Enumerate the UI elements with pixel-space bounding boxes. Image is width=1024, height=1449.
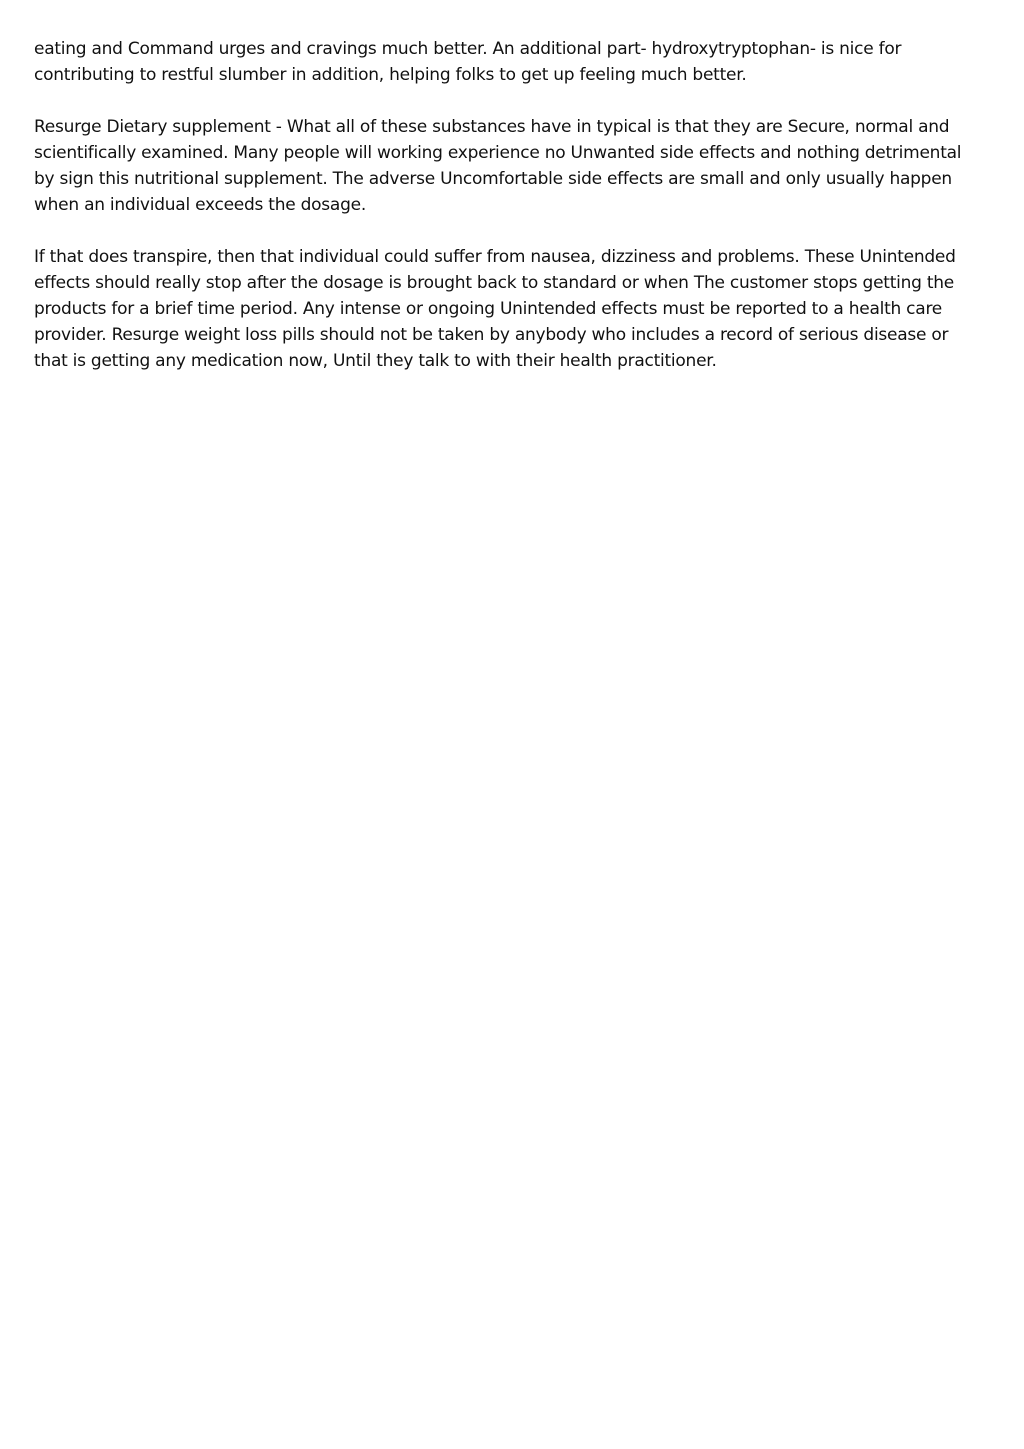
paragraph-1: eating and Command urges and cravings much better. An additional part- hydroxytryptophan- is nice for contributing to restful slumber in addition, helping folks to get up feeling much better. (34, 39, 902, 85)
paragraph-2: Resurge Dietary supplement - What all of these substances have in typical is that they are Secure, normal and scientifically examined. Many people will working experience no Unwanted side effects and nothing detrimental by sign this nutritional supplement. The adverse Uncomfortable side effects are small and only usually happen when an individual exceeds the dosage. (34, 117, 962, 215)
document-body (34, 36, 979, 400)
paragraph-3: If that does transpire, then that individual could suffer from nausea, dizziness and problems. These Unintended effects should really stop after the dosage is brought back to standard or when The customer stops getting the products for a brief time period. Any intense or ongoing Unintended effects must be reported to a health care provider. Resurge weight loss pills should not be taken by anybody who includes a record of serious disease or that is getting any medication now, Until they talk to with their health practitioner. (34, 247, 956, 371)
